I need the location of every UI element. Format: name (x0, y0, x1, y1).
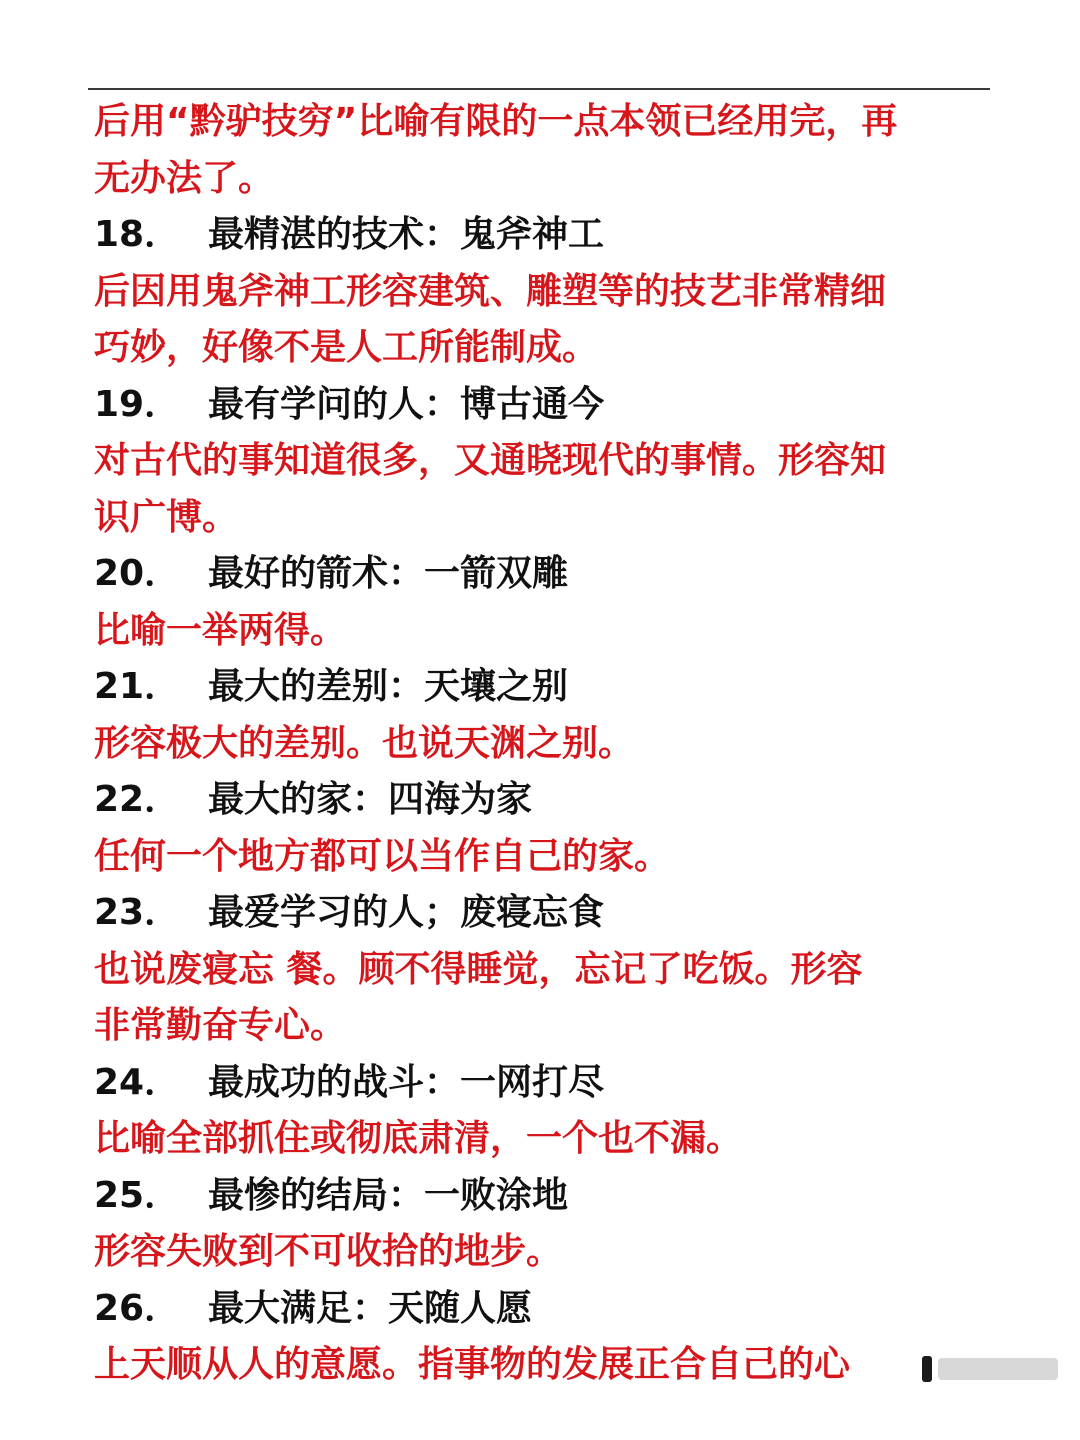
entry-23 (94, 885, 994, 1055)
entry-24 (94, 1055, 994, 1168)
explanation-line: 非常勤奋专心。 (94, 1005, 347, 1046)
entry-heading (94, 377, 994, 434)
entry-heading (94, 659, 994, 716)
explanation-line: 后用“黔驴技穷”比喻有限的一点本领已经用完，再 (94, 101, 898, 142)
entry-heading (94, 1281, 994, 1338)
entry-number: 19． (94, 383, 181, 425)
explanation-line: 形容极大的差别。也说天渊之别。 (94, 722, 635, 764)
explanation-line: 巧妙，好像不是人工所能制成。 (94, 327, 599, 368)
entry-title: 最大的差别：天壤之别 (208, 666, 569, 707)
entry-number: 25． (94, 1174, 181, 1216)
entry-number: 26． (94, 1287, 181, 1329)
entry-number: 23． (94, 892, 181, 933)
explanation-line: 对古代的事知道很多，又通晓现代的事情。形容知 (94, 440, 887, 481)
entry-heading (94, 772, 994, 829)
entry-heading (94, 885, 994, 942)
entry-18 (94, 207, 994, 377)
entry-number: 20． (94, 553, 181, 594)
explanation-line: 无办法了。 (94, 157, 275, 199)
entry-heading (94, 546, 994, 603)
scroll-track (938, 1358, 1058, 1380)
entry-title: 最好的箭术：一箭双雕 (208, 553, 569, 594)
entry-heading (94, 1168, 994, 1225)
entry-title: 最精湛的技术：鬼斧神工 (208, 214, 605, 255)
explanation-line: 比喻全部抓住或彻底肃清，一个也不漏。 (94, 1118, 743, 1159)
entry-26 (94, 1281, 994, 1394)
explanation-line: 上天顺从人的意愿。指事物的发展正合自己的心 (94, 1344, 851, 1385)
entry-17-continuation (94, 94, 994, 207)
entry-number: 22． (94, 779, 181, 820)
entry-25 (94, 1168, 994, 1281)
entry-title: 最大满足：天随人愿 (208, 1287, 533, 1329)
explanation-line: 比喻一举两得。 (94, 609, 347, 651)
entry-heading (94, 207, 994, 264)
explanation-line: 任何一个地方都可以当作自己的家。 (94, 835, 671, 877)
entry-22 (94, 772, 994, 885)
entry-number: 18． (94, 214, 181, 255)
explanation-line: 后因用鬼斧神工形容建筑、雕塑等的技艺非常精细 (94, 270, 887, 312)
entry-title: 最爱学习的人；废寝忘食 (208, 892, 605, 933)
entry-21 (94, 659, 994, 772)
entry-number: 24． (94, 1061, 181, 1103)
idiom-list (94, 94, 994, 1394)
entry-19 (94, 377, 994, 547)
image-more-indicator[interactable] (922, 1356, 1058, 1382)
entry-title: 最成功的战斗：一网打尽 (208, 1061, 605, 1103)
explanation-line: 也说废寝忘 餐。顾不得睡觉，忘记了吃饭。形容 (94, 948, 863, 990)
entry-number: 21． (94, 666, 181, 707)
explanation-line: 形容失败到不可收拾的地步。 (94, 1231, 563, 1272)
entry-title: 最大的家：四海为家 (208, 779, 533, 820)
entry-heading (94, 1055, 994, 1112)
explanation-line: 识广博。 (94, 496, 239, 538)
entry-title: 最有学问的人：博古通今 (208, 383, 605, 425)
scroll-handle-icon (922, 1356, 932, 1382)
top-divider (88, 88, 990, 90)
entry-20 (94, 546, 994, 659)
entry-title: 最惨的结局：一败涂地 (208, 1174, 569, 1216)
